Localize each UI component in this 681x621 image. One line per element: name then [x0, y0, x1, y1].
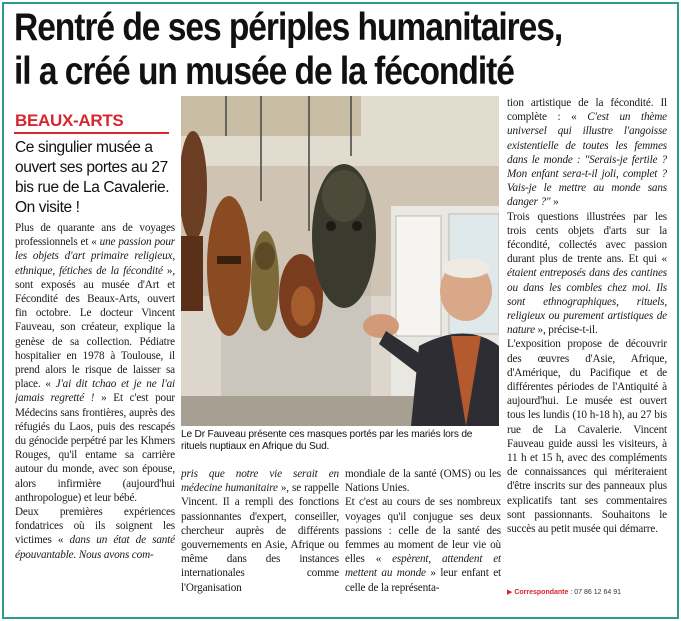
byline-separator: :: [570, 589, 573, 596]
paragraph: Et c'est au cours de ses nombreux voyages qu'il conjugue ses deux passions : celle de la santé des femmes au moment de leur vie où elles « espèrent, attendent et mettent au monde » leur enfant et celle de la représenta-: [345, 496, 501, 594]
headline-line-2: il a créé un musée de la fécondité: [14, 50, 514, 93]
headline: [14, 6, 577, 94]
article-deck: Ce singulier musée a ouvert ses portes au 27 bis rue de La Cavalerie. On visite !: [15, 139, 170, 216]
paragraph: tion artistique de la fécondité. Il complète : « C'est un thème universel qui illustre l'angoisse existentielle de toutes les femmes dans le monde : "Serais-je fertile ? Mon enfant sera-t-il joli, complet ? Vais-je le mettre au monde sans danger ?" »: [507, 97, 667, 209]
body-column-3: [345, 467, 501, 597]
body-column-2: [181, 467, 339, 597]
masks-and-doctor-image: [181, 96, 499, 426]
body-column-4: [507, 96, 667, 594]
byline-phone: 07 86 12 64 91: [574, 589, 621, 596]
paragraph: Plus de quarante ans de voyages professionnels et « une passion pour les objets d'art primaire religieux, ethnique, fétiches de la fécondité », sont exposés au musée d'Art et Fécondité des Beaux-Arts, ouvert fin octobre. Le docteur Vincent Fauveau, son créateur, explique la genèse de sa collection. Pédiatre hospitalier en 1978 à Toulouse, il prend alors le risque de laisser sa place. « J'ai dit tchao et je ne l'ai jamais regretté ! » Et c'est pour Médecins sans frontières, auprès des réfugiés du Laos, puis des rescapés du génocide perpétré par les Khmers Rouges, qu'il entame sa carrière autour du monde, avec son épouse, alors infirmière (aujourd'hui anthropologue) et leur bébé.: [15, 222, 175, 504]
arrow-icon: ▶: [507, 589, 513, 596]
paragraph: pris que notre vie serait en médecine humanitaire », se rappelle Vincent. Il a rempli des fonctions passionnantes d'expert, conseiller, chercheur auprès de différents gouvernements en Asie, Afrique ou même dans des instances internationales comme l'Organisation: [181, 468, 339, 594]
paragraph: L'exposition propose de découvrir des œuvres d'Asie, Afrique, d'Amérique, du Pacifique et de différentes périodes de l'Antiquité à aujourd'hui. Le musée est ouvert tous les lundis (10 h-18 h), au 27 bis rue de La Cavalerie. Vincent Fauveau guide aussi les visiteurs, à 11 h et 15 h, avec des compléments de connaissances qui mériteraient d'être inscrits sur des panneaux plus explicatifs tant ses commentaires sont passionnants. Souhaitons le succès au petit musée qui démarre.: [507, 338, 667, 536]
body-column-1: [15, 221, 175, 593]
byline: [507, 588, 621, 596]
headline-line-1: Rentré de ses périples humanitaires,: [14, 6, 563, 49]
byline-label: Correspondante: [514, 589, 569, 596]
article-photo: [181, 96, 499, 426]
rubric-underline: [14, 132, 169, 134]
photo-caption: Le Dr Fauveau présente ces masques portés par les mariés lors de rituels nuptiaux en Afrique du Sud.: [181, 429, 473, 453]
paragraph: Deux premières expériences fondatrices où ils soignent les victimes « dans un état de santé épouvantable. Nous avons com-: [15, 506, 175, 561]
paragraph: mondiale de la santé (OMS) ou les Nations Unies.: [345, 468, 501, 495]
section-rubric: BEAUX-ARTS: [15, 111, 124, 130]
paragraph: Trois questions illustrées par les trois cents objets d'arts sur la fécondité, collectés avec passion durant plus de trente ans. Et qui « étaient entreposés dans des cantines ou dans les combles chez moi. Ils sont ethnographiques, rituels, religieux ou purement artistiques de nature », précise-t-il.: [507, 210, 667, 337]
